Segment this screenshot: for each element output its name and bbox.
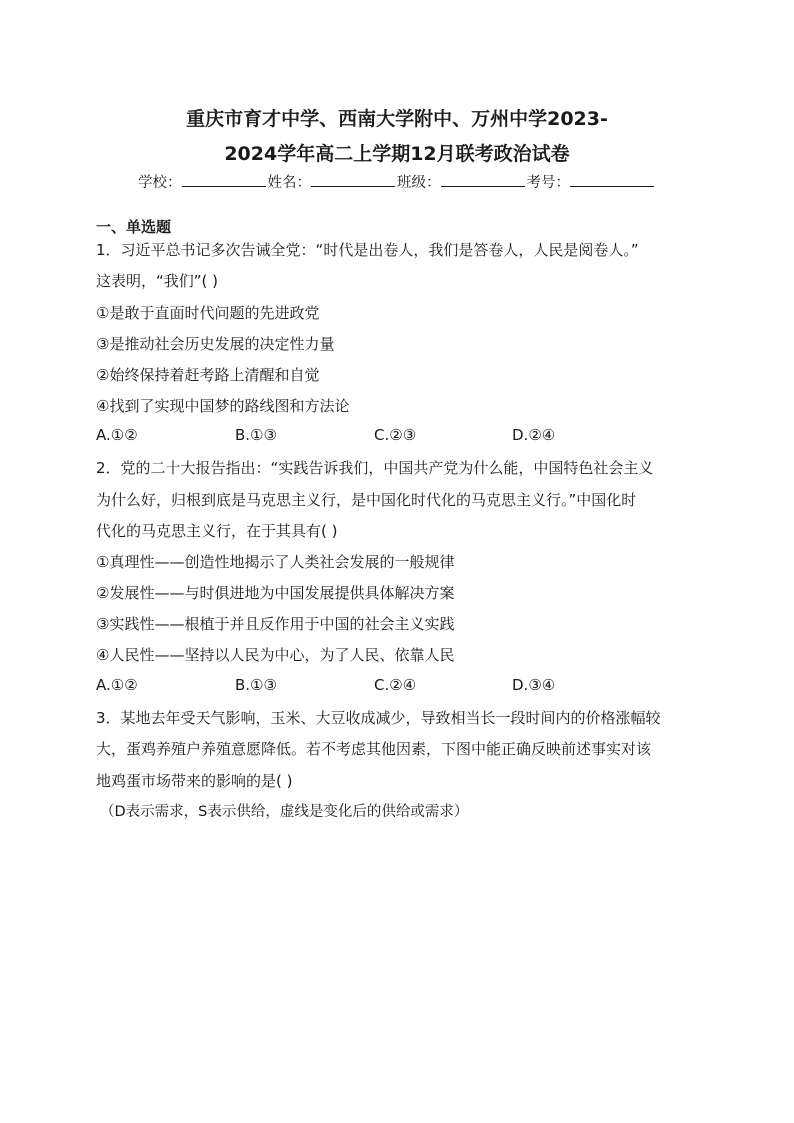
question-2-stem-line1: 2．党的二十大报告指出：“实践告诉我们，中国共产党为什么能，中国特色社会主义 [96, 459, 654, 477]
question-2-statement-3: ③实践性——根植于并且反作用于中国的社会主义实践 [96, 615, 455, 633]
exam-title-line1: 重庆市育才中学、西南大学附中、万州中学2023- [186, 108, 608, 130]
question-3-stem-line1: 3．某地去年受天气影响，玉米、大豆收成减少，导致相当长一段时间内的价格涨幅较 [96, 709, 661, 727]
question-1-statement-4: ④找到了实现中国梦的路线图和方法论 [96, 397, 350, 415]
question-2-statement-1: ①真理性——创造性地揭示了人类社会发展的一般规律 [96, 553, 455, 571]
question-1-statement-3: ②始终保持着赶考路上清醒和自觉 [96, 366, 320, 384]
question-2-stem-line2: 为什么好，归根到底是马克思主义行，是中国化时代化的马克思主义行。”中国化时 [96, 491, 637, 509]
exam-number-blank [570, 172, 654, 187]
school-blank [182, 172, 266, 187]
question-2-statement-2: ②发展性——与时俱进地为中国发展提供具体解决方案 [96, 584, 455, 602]
name-label: 姓名： [267, 175, 311, 191]
question-1-options [96, 426, 696, 446]
name-blank [311, 172, 395, 187]
question-2-option-b[interactable]: B.①③ [235, 676, 277, 694]
class-label: 班级： [397, 175, 441, 191]
question-1-statement-2: ③是推动社会历史发展的决定性力量 [96, 335, 335, 353]
class-blank [441, 172, 525, 187]
exam-title-line2: 2024学年高二上学期12月联考政治试卷 [224, 143, 570, 165]
question-1-statement-1: ①是敢于直面时代问题的先进政党 [96, 304, 320, 322]
question-1-option-d[interactable]: D.②④ [512, 426, 556, 444]
question-2-option-a[interactable]: A.①② [96, 676, 138, 694]
question-1-stem-line1: 1．习近平总书记多次告诫全党：“时代是出卷人，我们是答卷人，人民是阅卷人。” [96, 241, 639, 259]
section-heading: 一、单选题 [96, 218, 172, 236]
question-2-stem-line3: 代化的马克思主义行，在于其具有( ) [96, 522, 338, 540]
question-2-option-c[interactable]: C.②④ [374, 676, 417, 694]
exam-number-label: 考号： [526, 175, 570, 191]
question-2-options [96, 676, 696, 696]
question-1-option-c[interactable]: C.②③ [374, 426, 417, 444]
question-3-stem-line3: 地鸡蛋市场带来的影响的是( ) [96, 772, 293, 790]
question-3-legend-note: （D表示需求，S表示供给，虚线是变化后的供给或需求） [100, 804, 469, 820]
question-1-stem-line2: 这表明，“我们”( ) [96, 272, 219, 290]
question-2-option-d[interactable]: D.③④ [512, 676, 556, 694]
question-1-option-a[interactable]: A.①② [96, 426, 138, 444]
question-1-option-b[interactable]: B.①③ [235, 426, 277, 444]
question-2-statement-4: ④人民性——坚持以人民为中心，为了人民、依靠人民 [96, 646, 455, 664]
question-3-stem-line2: 大，蛋鸡养殖户养殖意愿降低。若不考虑其他因素，下图中能正确反映前述事实对该 [96, 740, 652, 758]
school-label: 学校： [138, 175, 182, 191]
student-info-row [0, 171, 794, 192]
